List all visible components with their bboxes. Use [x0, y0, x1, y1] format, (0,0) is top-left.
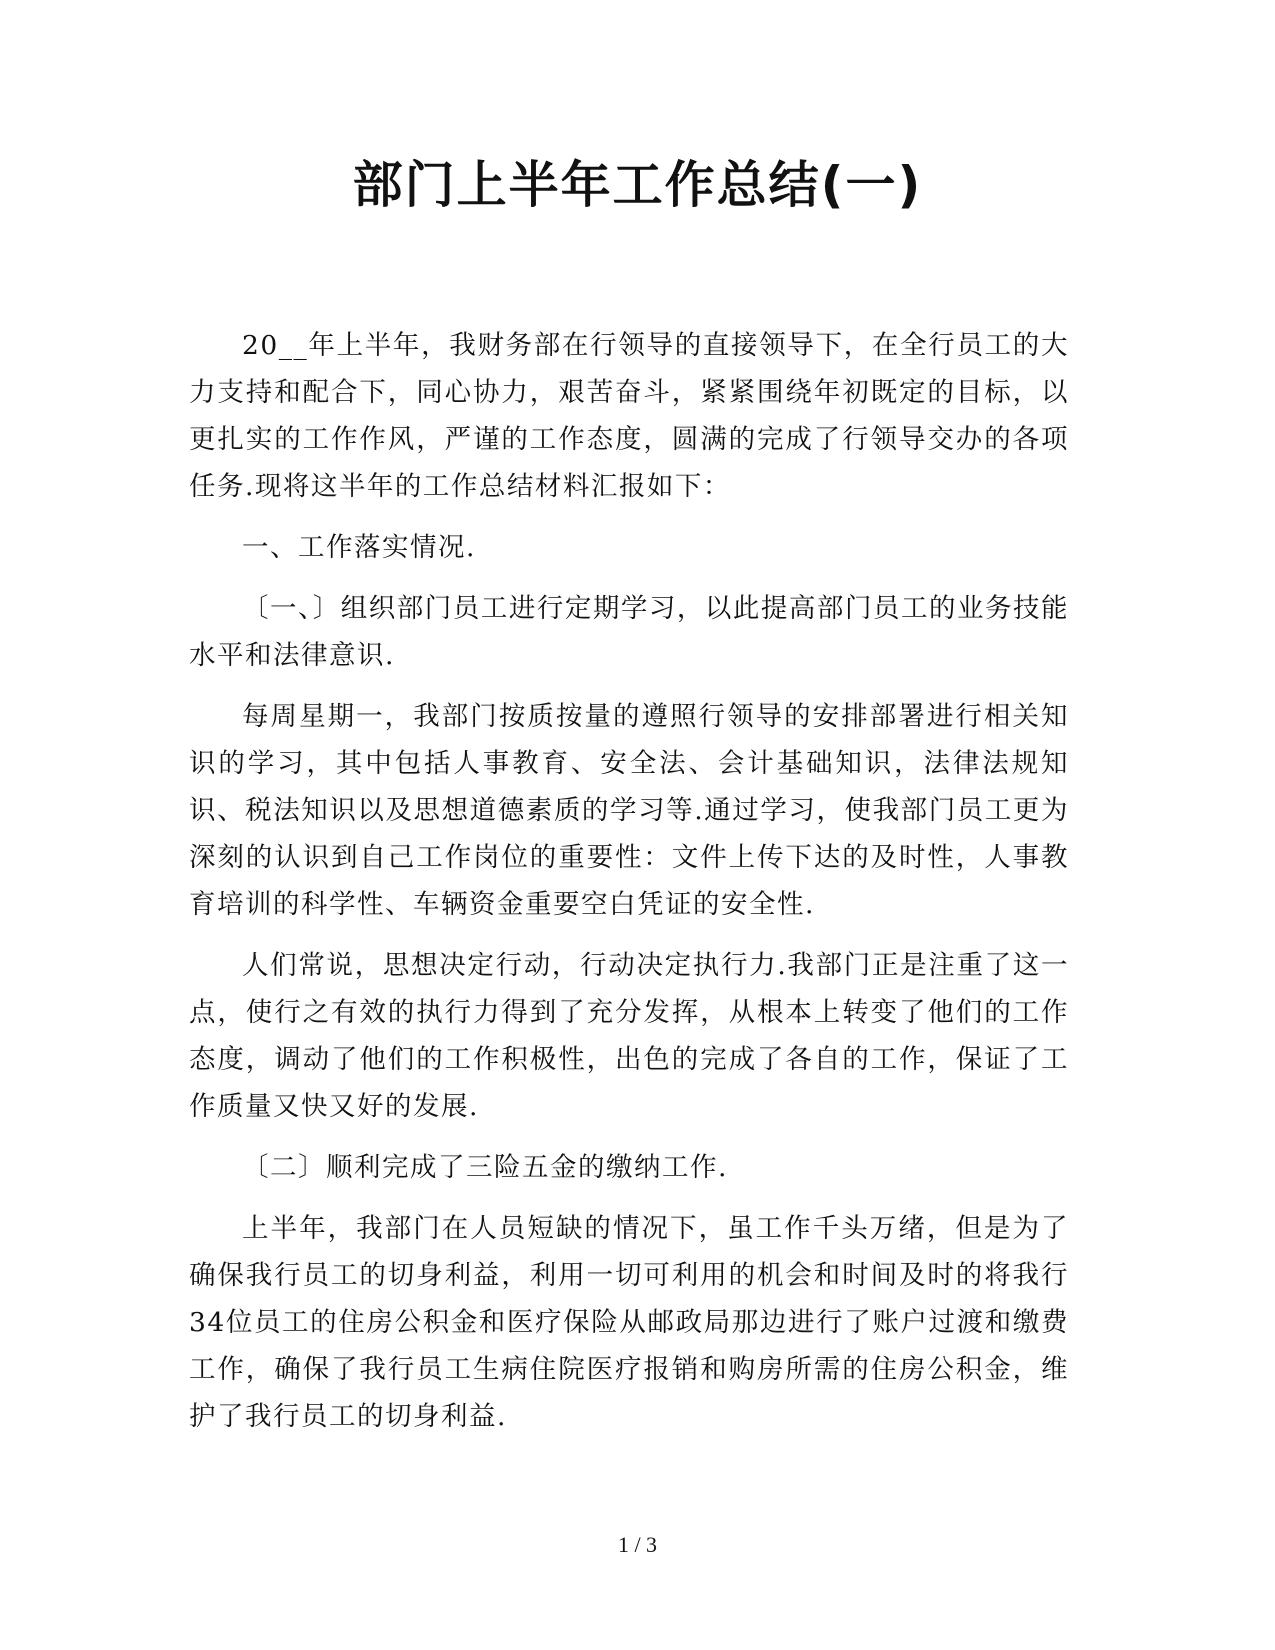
paragraph-insurance: 上半年，我部门在人员短缺的情况下，虽工作千头万绪，但是为了确保我行员工的切身利益，利用一切可利用的机会和时间及时的将我行34位员工的住房公积金和医疗保险从邮政局那边进行了账户过渡和缴费工作，确保了我行员工生病住院医疗报销和购房所需的住房公积金，维护了我行员工的切身利益. — [189, 1213, 1069, 1432]
subsection-heading-insurance: 〔二〕顺利完成了三险五金的缴纳工作. — [242, 1152, 728, 1183]
paragraph-weekly-study: 每周星期一，我部门按质按量的遵照行领导的安排部署进行相关知识的学习，其中包括人事教育、安全法、会计基础知识，法律法规知识、税法知识以及思想道德素质的学习等.通过学习，使我部门员工更为深刻的认识到自己工作岗位的重要性：文件上传下达的及时性，人事教育培训的科学性、车辆资金重要空白凭证的安全性. — [189, 701, 1069, 920]
subsection-heading-study: 〔一、〕组织部门员工进行定期学习，以此提高部门员工的业务技能水平和法律意识. — [189, 593, 1069, 671]
section-heading-implementation: 一、工作落实情况. — [242, 532, 476, 563]
paragraph-intro: 20__年上半年，我财务部在行领导的直接领导下，在全行员工的大力支持和配合下，同心协力，艰苦奋斗，紧紧围绕年初既定的目标，以更扎实的工作作风，严谨的工作态度，圆满的完成了行领导交办的各项任务.现将这半年的工作总结材料汇报如下： — [189, 330, 1069, 502]
document-body — [189, 322, 1069, 1454]
document-title: 部门上半年工作总结(一) — [352, 156, 923, 214]
page-number: 1 / 3 — [617, 1532, 658, 1557]
paragraph-execution: 人们常说，思想决定行动，行动决定执行力.我部门正是注重了这一点，使行之有效的执行力得到了充分发挥，从根本上转变了他们的工作态度，调动了他们的工作积极性，出色的完成了各自的工作，保证了工作质量又快又好的发展. — [189, 950, 1069, 1122]
